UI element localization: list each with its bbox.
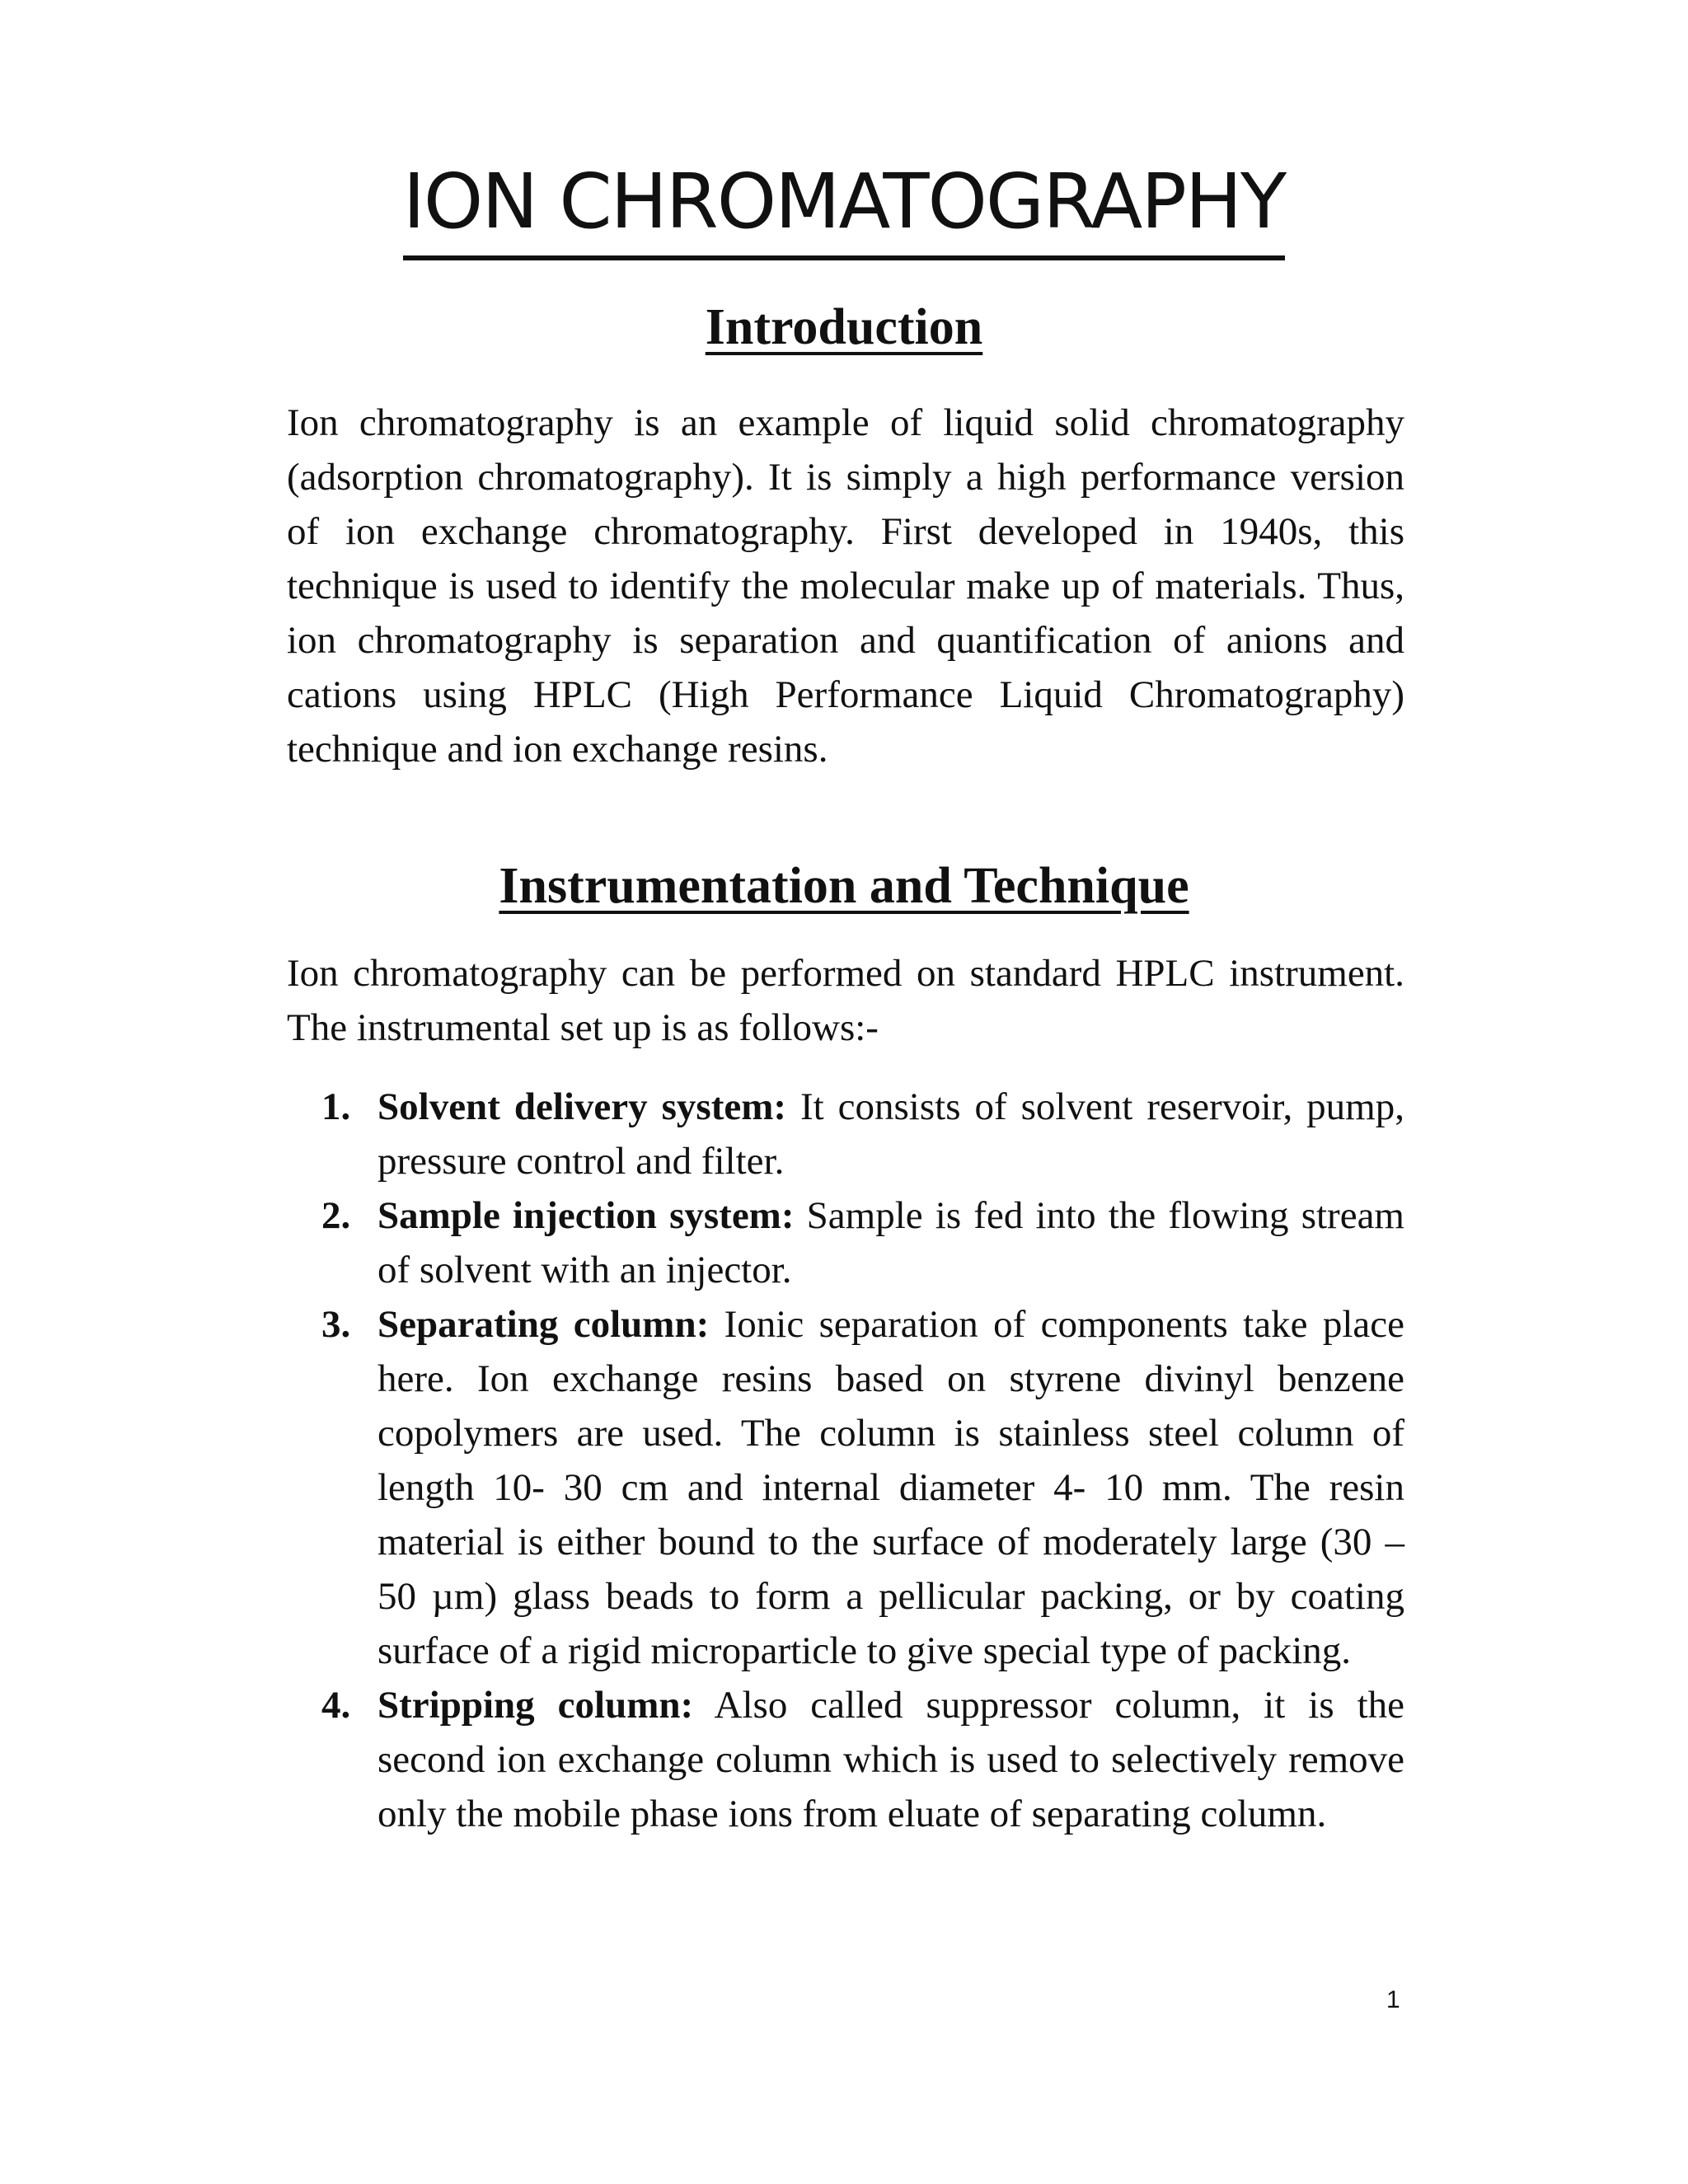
- list-item: [287, 1080, 1404, 1188]
- section-heading-instrumentation-text: Instrumentation and Technique: [499, 858, 1189, 914]
- list-item: [287, 1188, 1404, 1297]
- list-item: [287, 1297, 1404, 1678]
- section-heading-instrumentation: [0, 857, 1688, 916]
- list-item-term: Solvent delivery system:: [377, 1085, 787, 1128]
- list-item-number: 2.: [321, 1194, 351, 1237]
- document-title: [0, 148, 1688, 260]
- page-number: 1: [1386, 1986, 1400, 2013]
- section-heading-introduction: [0, 298, 1688, 357]
- list-item-number: 3.: [321, 1303, 351, 1346]
- introduction-paragraph: Ion chromatography is an example of liquid solid chromatography (adsorption chromatography). It is simply a high performance version of ion exchange chromatography. First developed in 1940s, this technique is used to identify the molecular make up of materials. Thus, ion chromatography is separation and quantification of anions and cations using HPLC (High Performance Liquid Chromatography) technique and ion exchange resins.: [287, 401, 1404, 771]
- instrumentation-paragraph: Ion chromatography can be performed on standard HPLC instrument. The instrumental set up is as follows:-: [287, 952, 1404, 1049]
- list-item-term: Sample injection system:: [377, 1194, 795, 1237]
- list-item-term: Stripping column:: [377, 1684, 694, 1727]
- list-item-text: Sample is fed into the flowing stream of solvent with an injector.: [377, 1194, 1404, 1291]
- list-item-number: 4.: [321, 1684, 351, 1727]
- list-item-text: Also called suppressor column, it is the second ion exchange column which is used to selectively remove only the mobile phase ions from eluate of separating column.: [377, 1684, 1404, 1835]
- list-item: [287, 1678, 1404, 1841]
- list-item-number: 1.: [321, 1085, 351, 1128]
- list-item-text: It consists of solvent reservoir, pump, pressure control and filter.: [377, 1085, 1404, 1183]
- instrument-setup-list: [287, 1080, 1404, 1841]
- document-title-text: ION CHROMATOGRAPHY: [403, 148, 1285, 260]
- list-item-term: Separating column:: [377, 1303, 710, 1346]
- section-heading-introduction-text: Introduction: [705, 299, 983, 355]
- list-item-text: Ionic separation of components take place here. Ion exchange resins based on styrene divinyl benzene copolymers are used. The column is stainless steel column of length 10- 30 cm and internal diameter 4- 10 mm. The resin material is either bound to the surface of moderately large (30 – 50 µm) glass beads to form a pellicular packing, or by coating surface of a rigid microparticle to give special type of packing.: [377, 1303, 1404, 1672]
